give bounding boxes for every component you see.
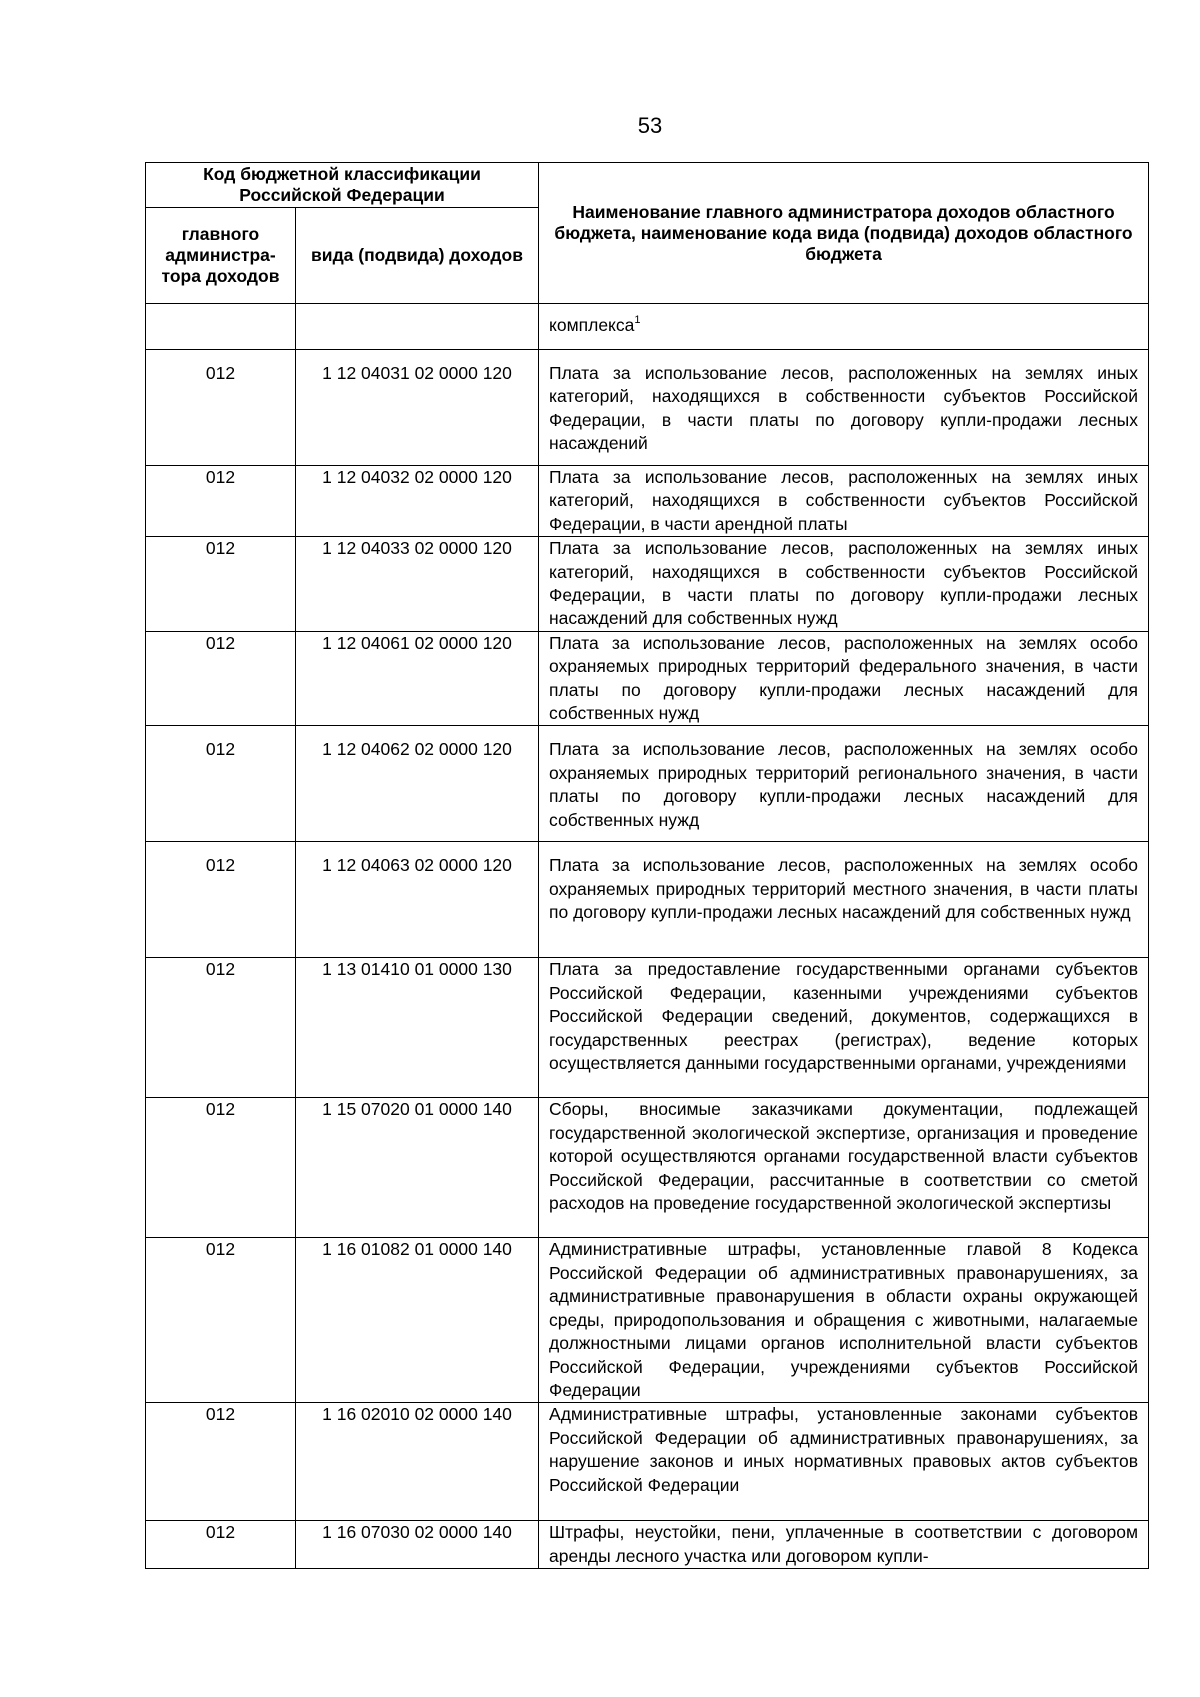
table-body [146,304,1149,1569]
income-code-cell: 1 12 04063 02 0000 120 [296,842,539,958]
income-name-cell: Плата за использование лесов, расположенных на землях особо охраняемых природных территорий местного значения, в части платы по договору купли-продажи лесных насаждений для собственных нужд [539,842,1149,958]
table-row [146,1238,1149,1403]
income-name-cell: Плата за использование лесов, расположенных на землях иных категорий, находящихся в собственности субъектов Российской Федерации, в части арендной платы [539,466,1149,537]
table-row [146,631,1149,726]
income-name-cell: Плата за использование лесов, расположенных на землях иных категорий, находящихся в собственности субъектов Российской Федерации, в части платы по договору купли-продажи лесных насаждений для собственных нужд [539,537,1149,632]
table-row [146,1403,1149,1521]
footnote-marker: 1 [634,314,641,326]
admin-code-cell: 012 [146,466,296,537]
admin-code-cell: 012 [146,726,296,842]
admin-code-cell: 012 [146,631,296,726]
table-row [146,726,1149,842]
header-code-column: вида (подвида) доходов [296,208,539,304]
income-code-cell: 1 16 02010 02 0000 140 [296,1403,539,1521]
income-code-cell: 1 12 04031 02 0000 120 [296,350,539,466]
header-name-column: Наименование главного администратора доходов областного бюджета, наименование кода вида (подвида) доходов областного бюджета [539,163,1149,304]
admin-code-cell: 012 [146,1403,296,1521]
table-row [146,466,1149,537]
page-number: 53 [637,113,663,138]
table-row [146,537,1149,632]
continuation-text: комплекса [549,315,635,335]
admin-code-cell: 012 [146,1098,296,1238]
table-row [146,958,1149,1098]
admin-code-cell: 012 [146,1521,296,1569]
budget-classification-table [145,162,1149,1569]
income-name-cell: Штрафы, неустойки, пени, уплаченные в соответствии с договором аренды лесного участка или договором купли- [539,1521,1149,1569]
income-code-cell: 1 12 04061 02 0000 120 [296,631,539,726]
income-code-cell: 1 12 04062 02 0000 120 [296,726,539,842]
income-code-cell: 1 12 04032 02 0000 120 [296,466,539,537]
admin-code-cell: 012 [146,842,296,958]
income-name-cell: Сборы, вносимые заказчиками документации, подлежащей государственной экологической экспертизе, организация и проведение которой осуществляются органами государственной власти субъектов Российской Федерации, рассчитанные в соответствии со сметой расходов на проведение государственной экологической экспертизы [539,1098,1149,1238]
income-code-cell: 1 13 01410 01 0000 130 [296,958,539,1098]
table-row [146,842,1149,958]
income-name-cell: Плата за использование лесов, расположенных на землях особо охраняемых природных территорий федерального значения, в части платы по договору купли-продажи лесных насаждений для собственных нужд [539,631,1149,726]
header-code-group: Код бюджетной классификации Российской Федерации [146,163,539,208]
income-name-cell: Административные штрафы, установленные главой 8 Кодекса Российской Федерации об административных правонарушениях, за административные правонарушения в области охраны окружающей среды, природопользования и обращения с животными, налагаемые должностными лицами органов исполнительной власти субъектов Российской Федерации, учреждениями субъектов Российской Федерации [539,1238,1149,1403]
table-header [146,163,1149,304]
income-code-cell: 1 12 04033 02 0000 120 [296,537,539,632]
income-name-cell: Административные штрафы, установленные законами субъектов Российской Федерации об административных правонарушениях, за нарушение законов и иных нормативных правовых актов субъектов Российской Федерации [539,1403,1149,1521]
income-code-cell: 1 16 07030 02 0000 140 [296,1521,539,1569]
admin-code-cell: 012 [146,350,296,466]
income-name-cell: Плата за использование лесов, расположенных на землях иных категорий, находящихся в собственности субъектов Российской Федерации, в части платы по договору купли-продажи лесных насаждений [539,350,1149,466]
admin-code-cell: 012 [146,958,296,1098]
income-code-cell: 1 15 07020 01 0000 140 [296,1098,539,1238]
header-admin-column: главного администра-тора доходов [146,208,296,304]
income-code-cell: 1 16 01082 01 0000 140 [296,1238,539,1403]
continuation-row [146,304,1149,350]
table-row [146,1521,1149,1569]
admin-code-cell: 012 [146,537,296,632]
admin-code-cell: 012 [146,1238,296,1403]
table-row [146,1098,1149,1238]
income-name-cell: Плата за предоставление государственными органами субъектов Российской Федерации, казенными учреждениями субъектов Российской Федерации сведений, документов, содержащихся в государственных реестрах (регистрах), ведение которых осуществляется данными государственными органами, учреждениями [539,958,1149,1098]
income-name-cell: Плата за использование лесов, расположенных на землях особо охраняемых природных территорий регионального значения, в части платы по договору купли-продажи лесных насаждений для собственных нужд [539,726,1149,842]
continuation-cell [539,304,1149,350]
table-row [146,350,1149,466]
